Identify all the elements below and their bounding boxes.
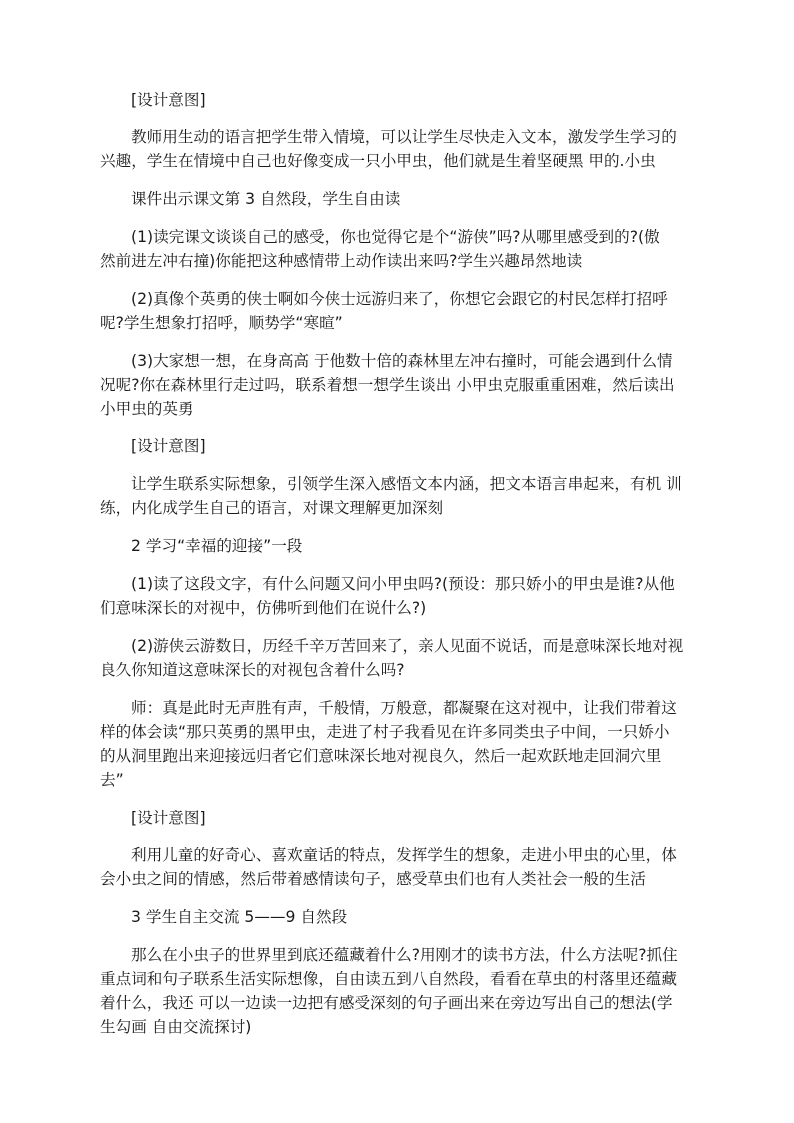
paragraph-line: (2)真像个英勇的侠士啊如今侠士远游归来了，你想它会跟它的村民怎样打招呼	[131, 290, 668, 308]
paragraph-line: 课件出示课文第 3 自然段，学生自由读	[131, 190, 401, 208]
paragraph-line: 生勾画 自由交流探讨)	[100, 1018, 252, 1036]
paragraph-line: 会小虫之间的情感，然后带着感情读句子，感受草虫们也有人类社会一般的生活	[100, 870, 646, 888]
paragraph-p12	[100, 696, 700, 792]
paragraph-p9	[100, 534, 700, 558]
paragraph-p4	[100, 225, 700, 273]
paragraph-line: 2 学习“幸福的迎接”一段	[131, 537, 303, 555]
paragraph-line: (2)游侠云游数日，历经千辛万苦回来了，亲人见面不说话，而是意味深长地对视	[131, 637, 684, 655]
paragraph-line: 利用儿童的好奇心、喜欢童话的特点，发挥学生的想象，走进小甲虫的心里，体	[131, 846, 677, 864]
paragraph-line: 样的体会读“那只英勇的黑甲虫，走进了村子我看见在许多同类虫子中间，一只娇小	[100, 723, 670, 741]
document-body	[100, 88, 700, 1039]
paragraph-line: 师：真是此时无声胜有声，千般情，万般意，都凝聚在这对视中，让我们带着这	[131, 699, 677, 717]
paragraph-line: 让学生联系实际想象，引领学生深入感悟文本内涵，把文本语言串起来，有机 训	[131, 475, 682, 493]
paragraph-line: 3 学生自主交流 5——9 自然段	[131, 908, 348, 926]
paragraph-line: 呢?学生想象打招呼，顺势学“寒暄”	[100, 314, 343, 332]
paragraph-p3	[100, 187, 700, 211]
paragraph-line: 兴趣，学生在情境中自己也好像变成一只小甲虫，他们就是生着坚硬黑 甲的.小虫	[100, 152, 656, 170]
paragraph-p10	[100, 572, 700, 620]
paragraph-p8	[100, 472, 700, 520]
paragraph-p7	[100, 434, 700, 458]
paragraph-p11	[100, 634, 700, 682]
paragraph-line: 的从洞里跑出来迎接远归者它们意味深长地对视良久，然后一起欢跃地走回洞穴里	[100, 747, 662, 765]
paragraph-p2	[100, 125, 700, 173]
paragraph-line: 良久你知道这意味深长的对视包含着什么吗?	[100, 661, 405, 679]
paragraph-p6	[100, 349, 700, 421]
paragraph-line: 那么在小虫子的世界里到底还蕴藏着什么?用刚才的读书方法，什么方法呢?抓住	[131, 946, 678, 964]
paragraph-line: 练，内化成学生自己的语言，对课文理解更加深刻	[100, 499, 444, 517]
paragraph-line: [设计意图]	[131, 809, 206, 827]
paragraph-p13	[100, 806, 700, 830]
paragraph-p15	[100, 905, 700, 929]
paragraph-line: 们意味深长的对视中，仿佛听到他们在说什么?)	[100, 599, 427, 617]
paragraph-p5	[100, 287, 700, 335]
paragraph-line: (1)读完课文谈谈自己的感受，你也觉得它是个“游侠”吗?从哪里感受到的?(傲	[131, 228, 660, 246]
paragraph-line: 然前进左冲右撞)你能把这种感情带上动作读出来吗?学生兴趣昂然地读	[100, 252, 583, 270]
paragraph-line: 重点词和句子联系生活实际想像，自由读五到八自然段，看看在草虫的村落里还蕴藏	[100, 970, 677, 988]
paragraph-line: 小甲虫的英勇	[100, 400, 194, 418]
paragraph-line: (1)读了这段文字，有什么问题又问小甲虫吗?(预设：那只娇小的甲虫是谁?从他	[131, 575, 675, 593]
paragraph-line: [设计意图]	[131, 91, 206, 109]
paragraph-line: 况呢?你在森林里行走过吗，联系着想一想学生谈出 小甲虫克服重重困难，然后读出	[100, 376, 675, 394]
paragraph-line: (3)大家想一想，在身高高 于他数十倍的森林里左冲右撞时，可能会遇到什么情	[131, 352, 673, 370]
paragraph-p14	[100, 843, 700, 891]
paragraph-p1	[100, 88, 700, 112]
paragraph-line: 去”	[100, 771, 124, 789]
paragraph-line: 着什么，我还 可以一边读一边把有感受深刻的句子画出来在旁边写出自己的想法(学	[100, 994, 673, 1012]
paragraph-line: [设计意图]	[131, 437, 206, 455]
paragraph-p16	[100, 943, 700, 1039]
paragraph-line: 教师用生动的语言把学生带入情境，可以让学生尽快走入文本，激发学生学习的	[131, 128, 677, 146]
